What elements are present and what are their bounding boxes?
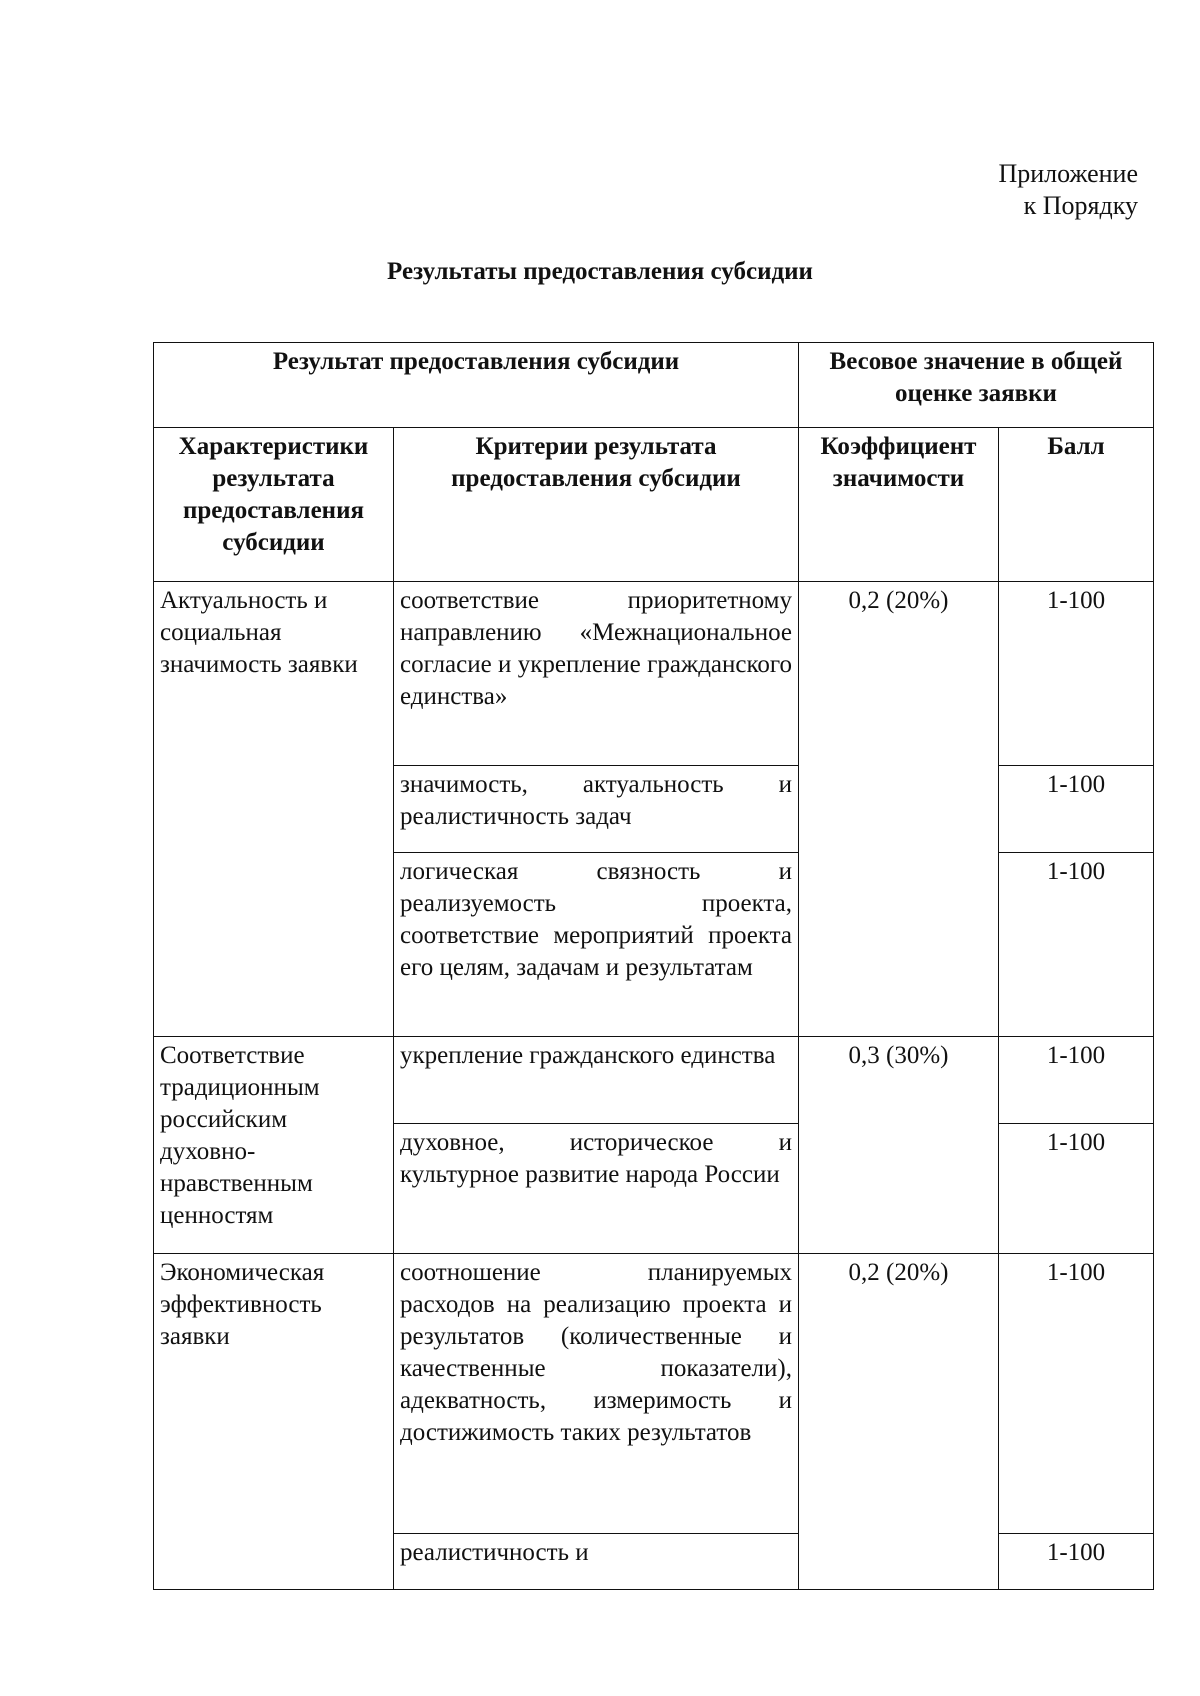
table-row — [154, 582, 1154, 766]
header-criteria: Критерии результата предоставления субсидии — [394, 428, 799, 582]
coefficient-cell: 0,2 (20%) — [799, 1254, 999, 1590]
header-result: Результат предоставления субсидии — [154, 343, 799, 428]
appendix-line-2: к Порядку — [1023, 191, 1138, 220]
header-score: Балл — [999, 428, 1154, 582]
criterion-cell: соответствие приоритетному направлению «Межнациональное согласие и укрепление гражданского единства» — [394, 582, 799, 766]
score-cell: 1-100 — [999, 1124, 1154, 1254]
characteristic-cell: Соответствие традиционным российским духовно-нравственным ценностям — [154, 1037, 394, 1254]
header-row-1 — [154, 343, 1154, 428]
table-row — [154, 1037, 1154, 1124]
header-coefficient: Коэффициент значимости — [799, 428, 999, 582]
criterion-cell: укрепление гражданского единства — [394, 1037, 799, 1124]
score-cell: 1-100 — [999, 1037, 1154, 1124]
coefficient-cell: 0,2 (20%) — [799, 582, 999, 1037]
criterion-cell: реалистичность и — [394, 1534, 799, 1590]
criterion-cell: логическая связность и реализуемость проекта, соответствие мероприятий проекта его целям, задачам и результатам — [394, 853, 799, 1037]
header-weight: Весовое значение в общей оценке заявки — [799, 343, 1154, 428]
coefficient-cell: 0,3 (30%) — [799, 1037, 999, 1254]
score-cell: 1-100 — [999, 582, 1154, 766]
characteristic-cell: Экономическая эффективность заявки — [154, 1254, 394, 1590]
criterion-cell: соотношение планируемых расходов на реализацию проекта и результатов (количественные и качественные показатели), адекватность, измеримость и достижимость таких результатов — [394, 1254, 799, 1534]
score-cell: 1-100 — [999, 1534, 1154, 1590]
header-characteristics: Характеристики результата предоставления субсидии — [154, 428, 394, 582]
table-row — [154, 1254, 1154, 1534]
score-cell: 1-100 — [999, 853, 1154, 1037]
document-title: Результаты предоставления субсидии — [387, 258, 813, 285]
appendix-note — [998, 158, 1138, 222]
score-cell: 1-100 — [999, 766, 1154, 853]
header-row-2 — [154, 428, 1154, 582]
results-table — [153, 342, 1154, 1590]
characteristic-cell: Актуальность и социальная значимость заявки — [154, 582, 394, 1037]
criterion-cell: значимость, актуальность и реалистичность задач — [394, 766, 799, 853]
score-cell: 1-100 — [999, 1254, 1154, 1534]
criterion-cell: духовное, историческое и культурное развитие народа России — [394, 1124, 799, 1254]
appendix-line-1: Приложение — [998, 159, 1138, 188]
